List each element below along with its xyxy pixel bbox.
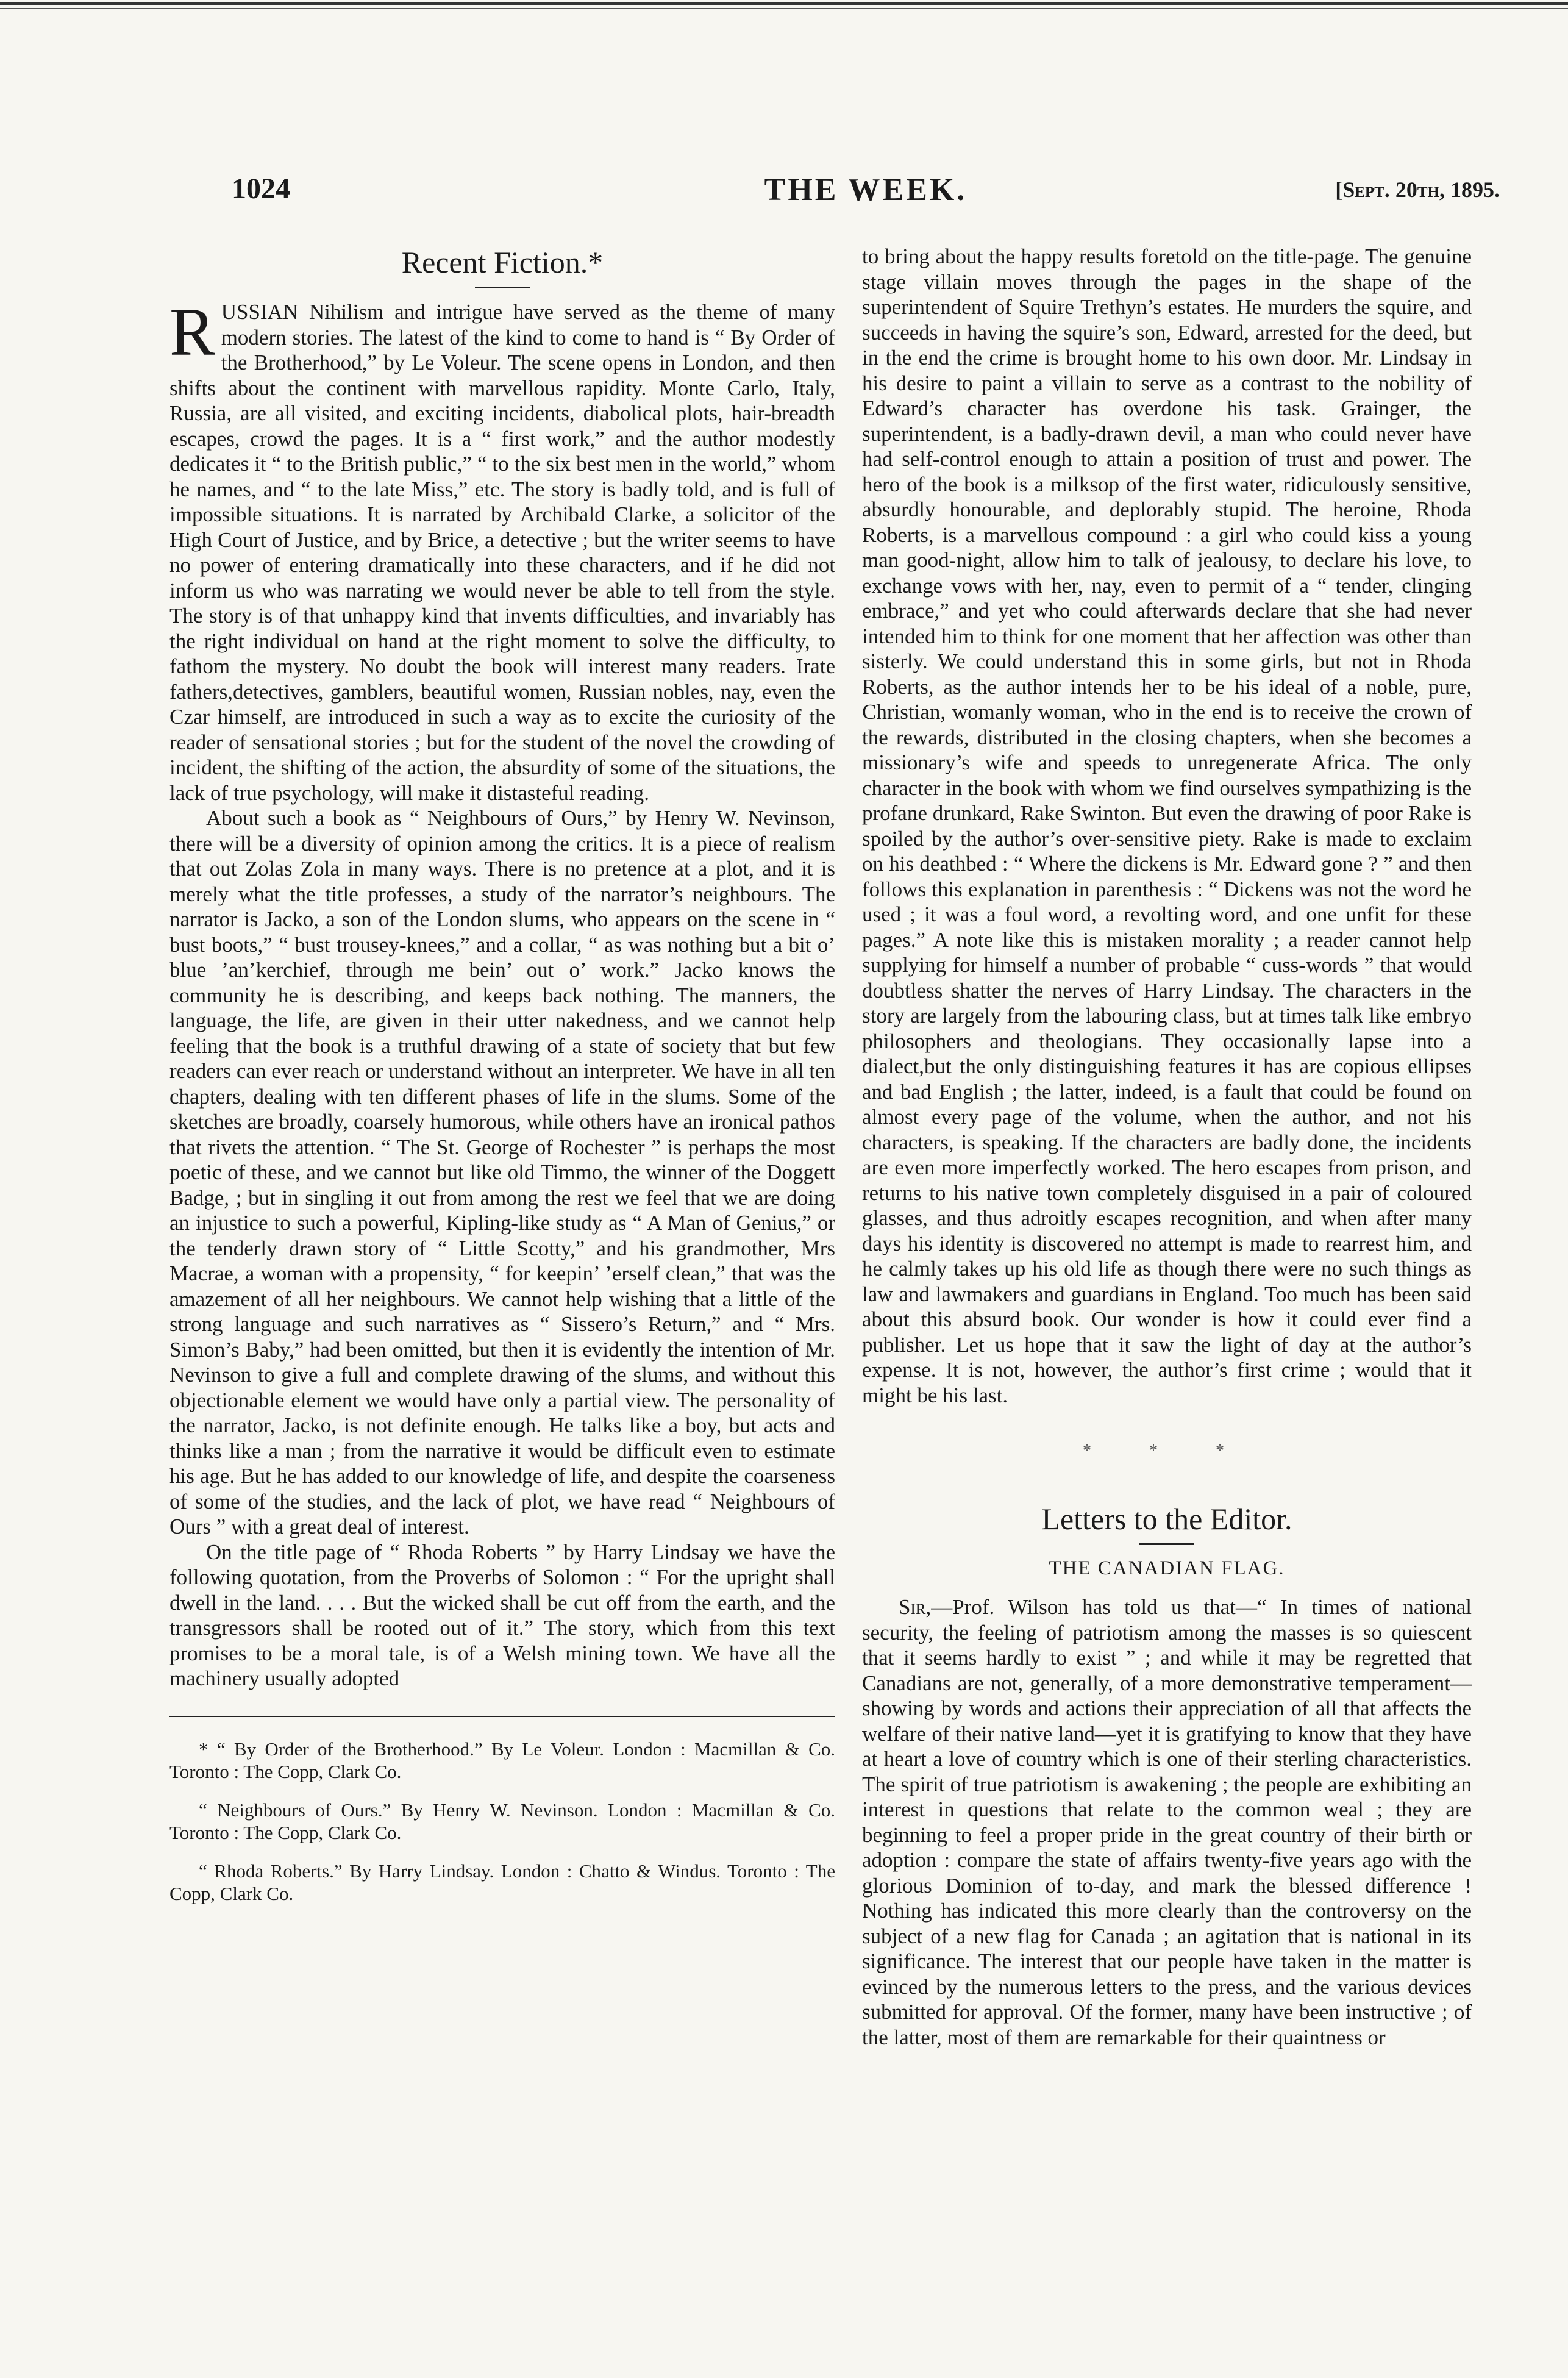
letter-paragraph — [862, 1594, 1472, 2050]
paragraph-text: Nihilism and intrigue have served as the theme of many modern stories. The latest of the kind to come to hand is “ By Order of the Brotherhood,” by Le Voleur. The scene opens in London, and then shifts about the continent with marvellous rapidity. Monte Carlo, Italy, Russia, are all visited, and exciting incidents, diabolical plots, hair-breadth escapes, crowd the pages. It is a “ first work,” and the author modestly dedicates it “ to the British public,” “ to the six best men in the world,” whom he names, and “ to the late Miss,” etc. The story is badly told, and is full of impossible situations. It is narrated by Archibald Clarke, a solicitor of the High Court of Justice, and by Brice, a detective ; but the writer seems to have no power of entering dramatically into these characters, and if he did not inform us who was narrating we would never be able to tell from the style. The story is of that unhappy kind that invents difficulties, and invariably has the right individual on hand at the right moment to solve the difficulty, to fathom the mystery. No doubt the book will interest many readers. Irate fathers,detectives, gamblers, beautiful women, Russian nobles, nay, even the Czar himself, are introduced in such a way as to excite the curiosity of the reader of sensational stories ; but for the student of the novel the crowding of incident, the shifting of the action, the absurdity of some of the situations, the lack of true psychology, will make it distasteful reading. — [169, 300, 835, 805]
first-word: USSIAN — [221, 300, 299, 324]
footnote-1: * “ By Order of the Brotherhood.” By Le Voleur. London : Macmillan & Co. Toronto : The Copp, Clark Co. — [169, 1738, 835, 1782]
left-column — [169, 244, 835, 2293]
page-header — [232, 172, 1500, 215]
masthead: THE WEEK. — [764, 173, 968, 207]
paragraph-russian-nihilism — [169, 295, 835, 805]
salutation: Sir, — [899, 1595, 932, 1619]
top-border-rule — [0, 0, 1568, 24]
drop-cap: R — [169, 295, 215, 370]
footnote-2: “ Neighbours of Ours.” By Henry W. Nevinson. London : Macmillan & Co. Toronto : The Copp, Clark Co. — [169, 1799, 835, 1843]
right-column — [862, 244, 1472, 2293]
paragraph-neighbours-of-ours: About such a book as “ Neighbours of Ours,” by Henry W. Nevinson, there will be a diversity of opinion among the critics. It is a piece of realism that out Zolas Zola in many ways. There is no pretence at a plot, and it is merely what the title professes, a study of the narrator’s neighbours. The narrator is Jacko, a son of the London slums, who appears on the scene in “ bust boots,” “ bust trousey-knees,” and a collar, “ as was nothing but a bit o’ blue ’an’kerchief, through me bein’ out o’ work.” Jacko knows the community he is describing, and keeps back nothing. The manners, the language, the life, are given in their utter nakedness, and we cannot help feeling that the book is a truthful drawing of a state of society that but few readers can ever reach or understand without an interpreter. We have in all ten chapters, dealing with ten different phases of life in the slums. Some of the sketches are broadly, coarsely humorous, while others have an ironical pathos that rivets the attention. “ The St. George of Rochester ” is perhaps the most poetic of these, and we cannot but like old Timmo, the winner of the Doggett Badge, ; but in singling it out from among the rest we feel that we are doing an injustice to such a powerful, Kipling-like study as “ A Man of Genius,” or the tenderly drawn story of “ Little Scotty,” and his grandmother, Mrs Macrae, a woman with a propensity, “ for keepin’ ’erself clean,” that was the amazement of all her neighbours. We cannot help wishing that a little of the strong language and such narratives as “ Sissero’s Return,” and “ Mrs. Simon’s Baby,” had been omitted, but then it is evidently the intention of Mr. Nevinson to give a full and complete drawing of the slums, and without this objectionable element we would have only a partial view. The personality of the narrator, Jacko, is not definite enough. He talks like a boy, but acts and thinks like a man ; from the narrative it would be difficult even to estimate his age. But he has added to our knowledge of life, and despite the coarseness of some of the studies, and the lack of plot, we have read “ Neighbours of Ours ” with a great deal of interest. — [169, 806, 835, 1538]
title-rule — [1139, 1543, 1194, 1545]
paragraph-rhoda-roberts: On the title page of “ Rhoda Roberts ” by Harry Lindsay we have the following quotation, from the Proverbs of Solomon : “ For the upright shall dwell in the land. . . . But the wicked shall be cut off from the earth, and the transgressors shall be rooted out of it.” The story, which from this text promises to be a moral tale, is of a Welsh mining town. We have all the machinery usually adopted — [169, 1540, 835, 1690]
footnote-3: “ Rhoda Roberts.” By Harry Lindsay. London : Chatto & Windus. Toronto : The Copp, Clark Co. — [169, 1860, 835, 1904]
letter-subhead: THE CANADIAN FLAG. — [1049, 1557, 1285, 1579]
section-divider-stars: * * * — [1083, 1441, 1251, 1460]
footnote-rule — [169, 1716, 835, 1717]
section-title-recent-fiction: Recent Fiction.* — [401, 245, 604, 279]
paragraph-continuation: to bring about the happy results foretold on the title-page. The genuine stage villain moves through the pages in the shape of the superintendent of Squire Trethyn’s estates. He murders the squire, and succeeds in having the squire’s son, Edward, arrested for the deed, but in the end the crime is brought home to his own door. Mr. Lindsay in his desire to paint a villain to serve as a contrast to the nobility of Edward’s character has overdone his task. Grainger, the superintendent, is a badly-drawn devil, a man who could never have had self-control enough to attain a position of trust and power. The hero of the book is a milksop of the first water, ridiculously sensitive, absurdly honourable, and deplorably stupid. The heroine, Rhoda Roberts, is a marvellous compound : a girl who could kiss a young man good-night, allow him to talk of jealousy, to declare his love, to exchange vows with her, nay, even to permit of a “ tender, clinging embrace,” and yet who could afterwards declare that she had never intended him to think for one moment that her affection was other than sisterly. We could understand this in some girls, but not in Rhoda Roberts, as the author intends her to be his ideal of a noble, pure, Christian, womanly woman, who in the end is to receive the crown of the rewards, distributed in the closing chapters, when she becomes a missionary’s wife and speeds to unregenerate Africa. The only character in the book with whom we find ourselves sympathizing is the profane drunkard, Rake Swinton. But even the drawing of poor Rake is spoiled by the author’s over-sensitive piety. Rake is made to exclaim on his deathbed : “ Where the dickens is Mr. Edward gone ? ” and then follows this explanation in parenthesis : “ Dickens was not the word he used ; it was a foul word, a revolting word, and one unfit for these pages.” A note like this is mistaken morality ; a reader cannot help supplying for himself a number of probable “ cuss-words ” that would doubtless shatter the nerves of Harry Lindsay. The characters in the story are largely from the labouring class, but at times talk like embryo philosophers and theologians. They occasionally lapse into a dialect,but the only distinguishing features it has are copious ellipses and bad English ; the latter, indeed, is a fault that could be found on almost every page of the volume, when the author, and not his characters, is speaking. If the characters are badly done, the incidents are even more imperfectly worked. The hero escapes from prison, and returns to his native town completely disguised in a pair of coloured glasses, and thus adroitly escapes recognition, and when after many days his identity is discovered no attempt is made to rearrest him, and he calmly takes up his old life as though there were no such things as law and lawmakers and guardians in England. Too much has been said about this absurd book. Our wonder is how it could ever find a publisher. Let us hope that it saw the light of day at the author’s expense. It is not, however, the author’s first crime ; would that it might be his last. — [862, 245, 1472, 1407]
section-title-letters: Letters to the Editor. — [1041, 1501, 1292, 1536]
letter-text: —Prof. Wilson has told us that—“ In times of national security, the feeling of patriotism among the masses is so quiescent that it seems hardly to exist ” ; and while it may be regretted that Canadians are not, generally, of a more demonstrative temperament—showing by words and actions their appreciation of all that affects the welfare of their native land—yet it is gratifying to know that they have at heart a love of country which is one of their sterling characteristics. The spirit of true patriotism is awakening ; the people are exhibiting an interest in questions that relate to the common weal ; they are beginning to feel a proper pride in the great country of their birth or adoption : compare the state of affairs twenty-five years ago with the glorious Dominion of to-day, and mark the blessed difference ! Nothing has indicated this more clearly than the controversy on the subject of a new flag for Canada ; an agitation that is national in its significance. The interest that our people have taken in the matter is evinced by the numerous letters to the press, and the various devices submitted for approval. Of the former, many have been instructive ; of the latter, most of them are remarkable for their quaintness or — [862, 1595, 1472, 2049]
title-rule — [475, 287, 530, 288]
page-number: 1024 — [232, 173, 290, 205]
issue-date: [Sept. 20th, 1895. — [1335, 177, 1500, 202]
